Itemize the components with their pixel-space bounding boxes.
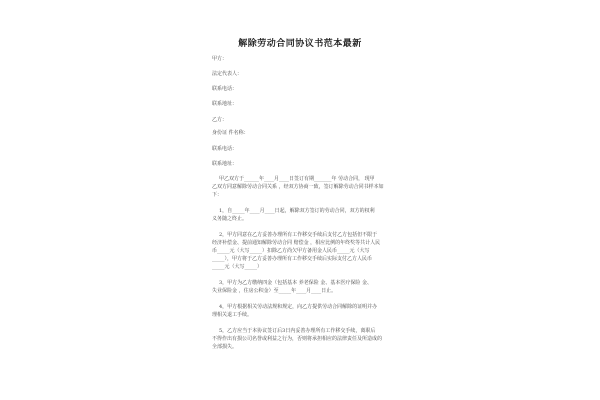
clause-3-line: 3，甲方为乙方缴纳四金（包括基本 养老保险 金、基本医疗保险 金、 — [219, 280, 372, 286]
clause-5-line: 全部损失。 — [212, 344, 238, 350]
clause-3-line: 失业保险金 ，住房公积金）至_____年____月____日止。 — [212, 288, 337, 294]
clause-2-line: 2，甲方同意在乙方妥善办理所有工作移交手续后支付乙方包括但不限于 — [219, 232, 378, 238]
party-b-label: 乙方： — [212, 117, 228, 123]
clause-1-line: 义务随之终止。 — [212, 216, 248, 222]
clause-5-line: 不得作出有损公司名誉或利益之行为，否则将承担相应的法律责任及所造成的 — [212, 336, 383, 342]
intro-line: 甲乙双方于______年____月____日签订有期_______年 劳动合同， 现甲 — [219, 176, 375, 182]
clause-1-line: 1，自_____年____月____日起，解除双方签订的劳动合同，双方的权利 — [219, 208, 375, 214]
legal-rep-label: 法定代表人： — [212, 71, 243, 77]
clause-2-line: _____元（大写_____） — [212, 264, 263, 270]
document-title: 解除劳动合同协议书范本最新 — [238, 39, 362, 49]
id-number-label: 身份证 件名称： — [212, 130, 249, 136]
clause-2-line: _____），甲方将于乙方妥善办理所有工作移交手续后实际支付乙方人民币 — [212, 256, 373, 262]
party-b-phone-label: 联系电话： — [212, 146, 238, 152]
clause-5-line: 5，乙方应当于本协议签订后3日内妥善办理所有工作移交手续，离职后 — [219, 328, 376, 334]
intro-line: 下： — [212, 192, 223, 198]
clause-2-line: 币_____元（大写_____）扣除乙方尚欠甲方备用金人民币_____元（大写 — [212, 248, 370, 254]
clause-4-line: 理相关退工手续。 — [212, 312, 253, 318]
party-a-label: 甲方： — [212, 56, 228, 62]
clause-4-line: 4，甲方根据相关劳动法规和规定，向乙方提供劳动合同解除的证明并办 — [219, 304, 378, 310]
clause-2-line: 经济补偿金、提前通知解除劳动合同 赔偿金 ，相应比例的年终奖等共计人民 — [212, 240, 381, 246]
party-a-phone-label: 联系电话： — [212, 86, 238, 92]
party-a-address-label: 联系地址： — [212, 101, 238, 107]
intro-line: 乙双方同意解除劳动合同关系 ，经双方协商一致，签订解除劳动合同书样本如 — [212, 184, 384, 190]
party-b-address-label: 联系地址： — [212, 161, 238, 167]
